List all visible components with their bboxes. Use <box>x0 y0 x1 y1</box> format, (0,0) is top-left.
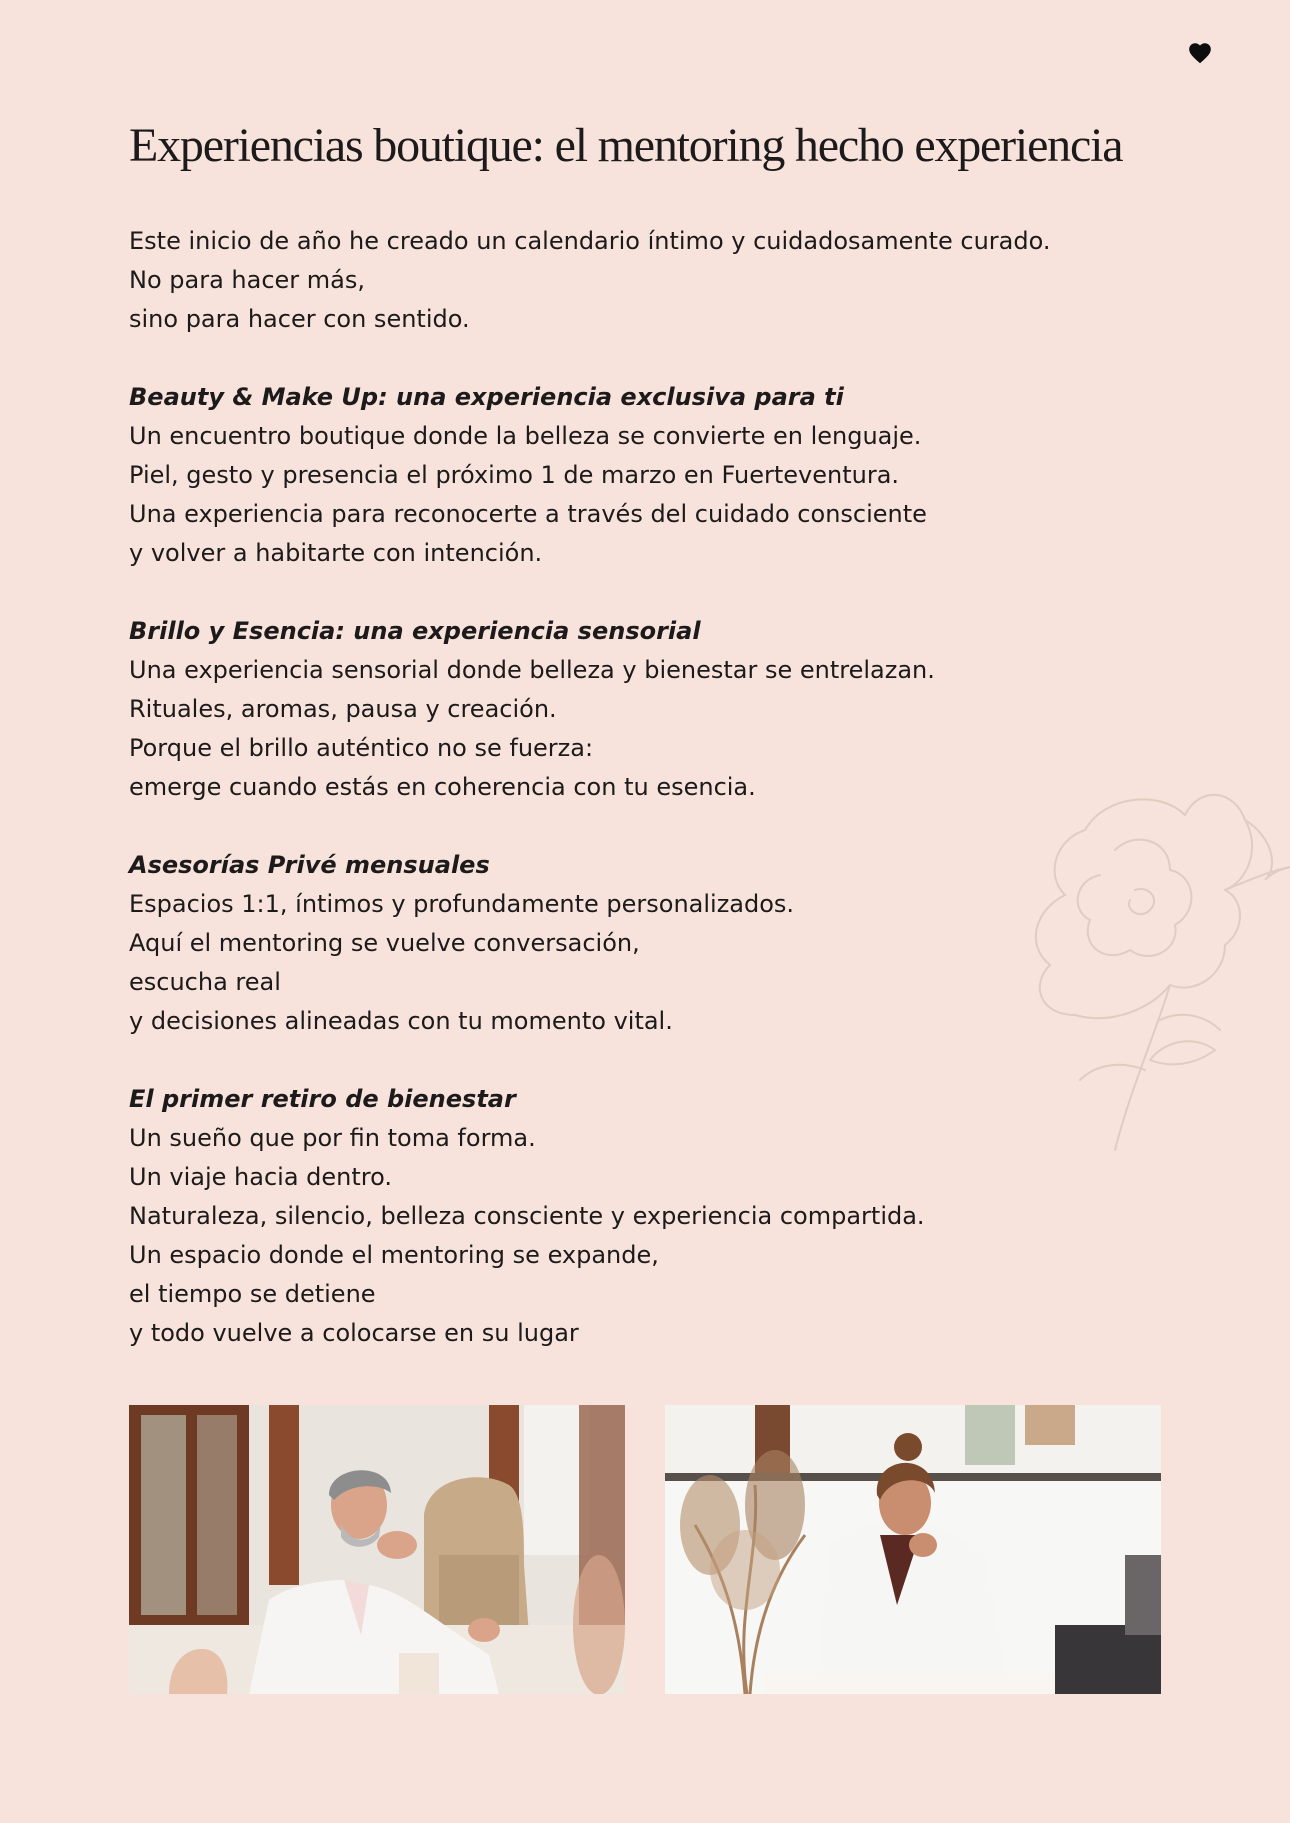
section-line: y decisiones alineadas con tu momento vital. <box>129 1007 673 1035</box>
section-line: y todo vuelve a colocarse en su lugar <box>129 1319 579 1347</box>
section-line: Un viaje hacia dentro. <box>129 1163 393 1191</box>
section-heading-asesorias: Asesorías Privé mensuales <box>129 851 490 879</box>
section-line: escucha real <box>129 968 281 996</box>
flower-illustration <box>1010 770 1290 1155</box>
section-line: Una experiencia sensorial donde belleza y bienestar se entrelazan. <box>129 656 935 684</box>
intro-line: No para hacer más, <box>129 266 366 294</box>
section-line: Piel, gesto y presencia el próximo 1 de marzo en Fuerteventura. <box>129 461 900 489</box>
section-line: el tiempo se detiene <box>129 1280 376 1308</box>
section-line: Una experiencia para reconocerte a través del cuidado consciente <box>129 500 927 528</box>
section-line: Porque el brillo auténtico no se fuerza: <box>129 734 594 762</box>
heart-icon <box>1187 40 1213 66</box>
section-line: Un encuentro boutique donde la belleza se convierte en lenguaje. <box>129 422 922 450</box>
intro-line: sino para hacer con sentido. <box>129 305 470 333</box>
section-line: y volver a habitarte con intención. <box>129 539 543 567</box>
intro-line: Este inicio de año he creado un calendario íntimo y cuidadosamente curado. <box>129 227 1051 255</box>
section-line: Aquí el mentoring se vuelve conversación, <box>129 929 640 957</box>
section-heading-brillo: Brillo y Esencia: una experiencia sensorial <box>129 617 701 645</box>
page-title: Experiencias boutique: el mentoring hecho experiencia <box>129 119 1123 172</box>
article-body <box>129 222 1089 1353</box>
section-heading-beauty: Beauty & Make Up: una experiencia exclusiva para ti <box>129 383 844 411</box>
section-line: Un espacio donde el mentoring se expande, <box>129 1241 659 1269</box>
section-line: Espacios 1:1, íntimos y profundamente personalizados. <box>129 890 795 918</box>
photo-woman-aroma-workshop <box>665 1405 1161 1694</box>
section-line: Rituales, aromas, pausa y creación. <box>129 695 557 723</box>
section-heading-retiro: El primer retiro de bienestar <box>129 1085 516 1113</box>
section-line: emerge cuando estás en coherencia con tu esencia. <box>129 773 756 801</box>
section-line: Naturaleza, silencio, belleza consciente y experiencia compartida. <box>129 1202 925 1230</box>
section-line: Un sueño que por fin toma forma. <box>129 1124 536 1152</box>
photo-man-aroma-workshop <box>129 1405 625 1694</box>
